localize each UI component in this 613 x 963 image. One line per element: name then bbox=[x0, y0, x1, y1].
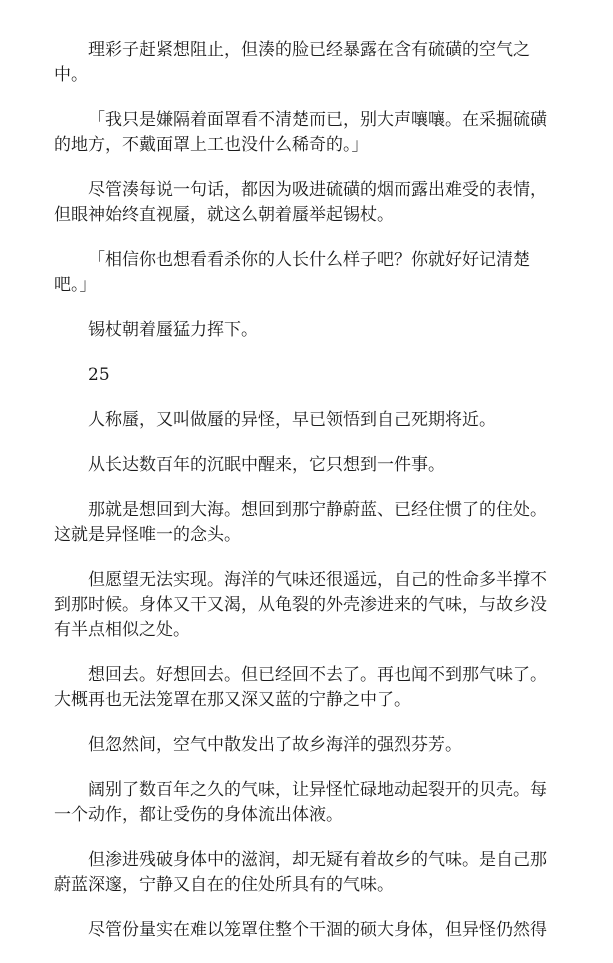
paragraph-12: 阔别了数百年之久的气味，让异怪忙碌地动起裂开的贝壳。每一个动作，都让受伤的身体流出体液。 bbox=[54, 780, 547, 825]
paragraph-5: 锡杖朝着蜃猛力挥下。 bbox=[88, 320, 258, 340]
paragraph-2: 「我只是嫌隔着面罩看不清楚而已，别大声嚷嚷。在采掘硫磺的地方，不戴面罩上工也没什么稀奇的。」 bbox=[54, 110, 547, 155]
section-number: 25 bbox=[88, 365, 110, 385]
paragraph-14: 尽管份量实在难以笼罩住整个干涸的硕大身体，但异怪仍然得 bbox=[88, 920, 547, 940]
paragraph-1: 理彩子赶紧想阻止，但湊的脸已经暴露在含有硫磺的空气之中。 bbox=[54, 40, 530, 85]
paragraph-7: 从长达数百年的沉眠中醒来，它只想到一件事。 bbox=[88, 455, 445, 475]
paragraph-4: 「相信你也想看看杀你的人长什么样子吧？你就好好记清楚吧。」 bbox=[54, 250, 530, 295]
paragraph-9: 但愿望无法实现。海洋的气味还很遥远，自己的性命多半撑不到那时候。身体又干又渴，从龟裂的外壳渗进来的气味，与故乡没有半点相似之处。 bbox=[54, 570, 547, 640]
paragraph-3: 尽管湊每说一句话，都因为吸进硫磺的烟而露出难受的表情，但眼神始终直视蜃，就这么朝着蜃举起锡杖。 bbox=[54, 180, 547, 225]
paragraph-8: 那就是想回到大海。想回到那宁静蔚蓝、已经住惯了的住处。这就是异怪唯一的念头。 bbox=[54, 500, 547, 545]
paragraph-11: 但忽然间，空气中散发出了故乡海洋的强烈芬芳。 bbox=[88, 735, 462, 755]
paragraph-13: 但渗进残破身体中的滋润，却无疑有着故乡的气味。是自己那蔚蓝深邃，宁静又自在的住处所具有的气味。 bbox=[54, 850, 547, 895]
document-page bbox=[54, 38, 559, 963]
paragraph-6: 人称蜃，又叫做蜃的异怪，早已领悟到自己死期将近。 bbox=[88, 410, 496, 430]
paragraph-10: 想回去。好想回去。但已经回不去了。再也闻不到那气味了。大概再也无法笼罩在那又深又蓝的宁静之中了。 bbox=[54, 665, 547, 710]
